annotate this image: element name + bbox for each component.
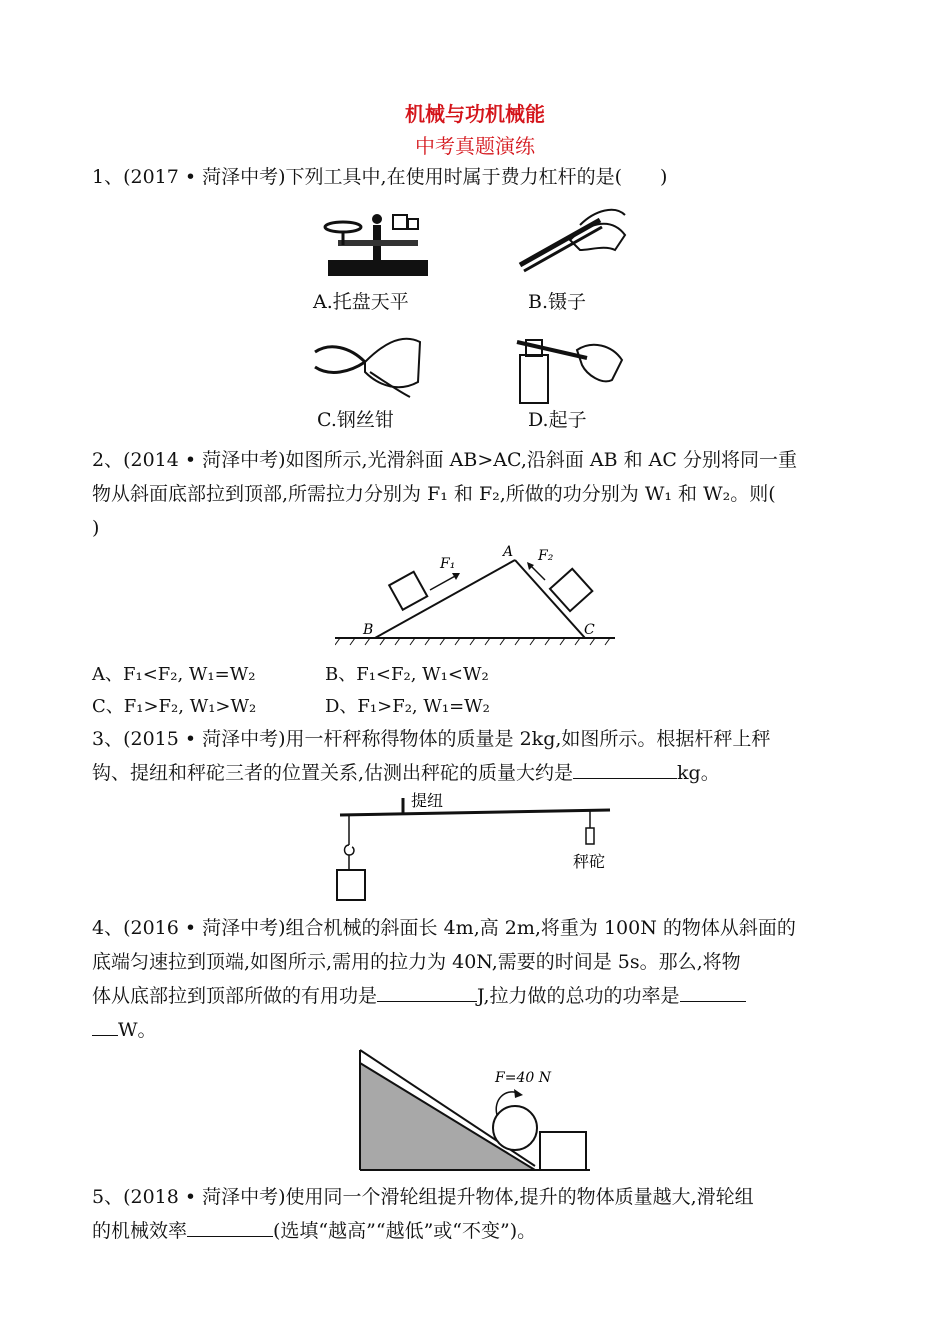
q5-line2-start: 的机械效率 <box>92 1220 188 1242</box>
q3-line2 <box>92 756 872 790</box>
label-f1: F₁ <box>440 556 456 572</box>
q3-line1: 3、(2015 • 菏泽中考)用一杆秤称得物体的质量是 2kg,如图所示。根据杆秤上秤 <box>92 728 771 750</box>
q5-line2-end: (选填“越高”“越低”或“不变”)。 <box>273 1220 537 1242</box>
label-b: B <box>363 622 374 638</box>
q3-answer-blank[interactable] <box>573 756 677 779</box>
balance-illustration <box>318 205 438 280</box>
incline-diagram <box>335 540 615 650</box>
q4-line3-mid: J,拉力做的总功的功率是 <box>477 985 680 1007</box>
q2-line2: 物从斜面底部拉到顶部,所需拉力分别为 F₁ 和 F₂,所做的功分别为 W₁ 和 W₂。则( <box>92 483 776 505</box>
q1-caption-d: D.起子 <box>528 409 587 431</box>
page-subtitle: 中考真题演练 <box>415 134 535 158</box>
bottle-opener-illustration <box>512 330 627 405</box>
label-force: F=40 N <box>495 1070 551 1086</box>
q5-line2 <box>92 1214 872 1248</box>
q2-option-a: A、F₁<F₂, W₁=W₂ <box>92 664 256 685</box>
q4-power-blank-part2[interactable] <box>92 1013 118 1036</box>
q4-power-blank-part1[interactable] <box>680 979 746 1002</box>
q3-line2-start: 钩、提纽和秤砣三者的位置关系,估测出秤砣的质量大约是 <box>92 762 574 784</box>
tweezers-illustration <box>510 205 630 280</box>
q2-line1: 2、(2014 • 菏泽中考)如图所示,光滑斜面 AB>AC,沿斜面 AB 和 AC 分别将同一重 <box>92 449 797 471</box>
q4-useful-work-blank[interactable] <box>377 979 477 1002</box>
q4-line1: 4、(2016 • 菏泽中考)组合机械的斜面长 4m,高 2m,将重为 100N 的物体从斜面的 <box>92 917 796 939</box>
q1-caption-c: C.钢丝钳 <box>317 409 394 431</box>
q5-line1: 5、(2018 • 菏泽中考)使用同一个滑轮组提升物体,提升的物体质量越大,滑轮组 <box>92 1186 754 1208</box>
q4-line2: 底端匀速拉到顶端,如图所示,需用的拉力为 40N,需要的时间是 5s。那么,将物 <box>92 951 741 973</box>
pliers-illustration <box>310 322 425 402</box>
label-weight: 秤砣 <box>573 852 606 871</box>
label-a: A <box>503 544 514 560</box>
q3-line2-end: kg。 <box>677 762 720 784</box>
q2-option-b: B、F₁<F₂, W₁<W₂ <box>325 664 489 685</box>
q2-option-d: D、F₁>F₂, W₁=W₂ <box>325 696 490 717</box>
q5-answer-blank[interactable] <box>187 1214 273 1237</box>
pulley-incline-diagram <box>355 1048 595 1173</box>
q1-caption-a: A.托盘天平 <box>313 291 409 313</box>
label-handle: 提纽 <box>411 791 444 810</box>
q1-caption-b: B.镊子 <box>528 291 587 313</box>
q2-line3: ) <box>92 517 100 539</box>
page-title: 机械与功机械能 <box>405 102 545 126</box>
q2-option-c: C、F₁>F₂, W₁>W₂ <box>92 696 257 717</box>
q4-line3-start: 体从底部拉到顶部所做的有用功是 <box>92 985 378 1007</box>
q4-line4 <box>92 1013 872 1047</box>
q1-text: 1、(2017 • 菏泽中考)下列工具中,在使用时属于费力杠杆的是( ) <box>92 166 668 188</box>
label-c: C <box>584 622 595 638</box>
q4-line4-end: W。 <box>118 1019 157 1041</box>
q4-line3 <box>92 979 872 1013</box>
steelyard-diagram <box>325 790 620 905</box>
label-f2: F₂ <box>538 548 554 564</box>
